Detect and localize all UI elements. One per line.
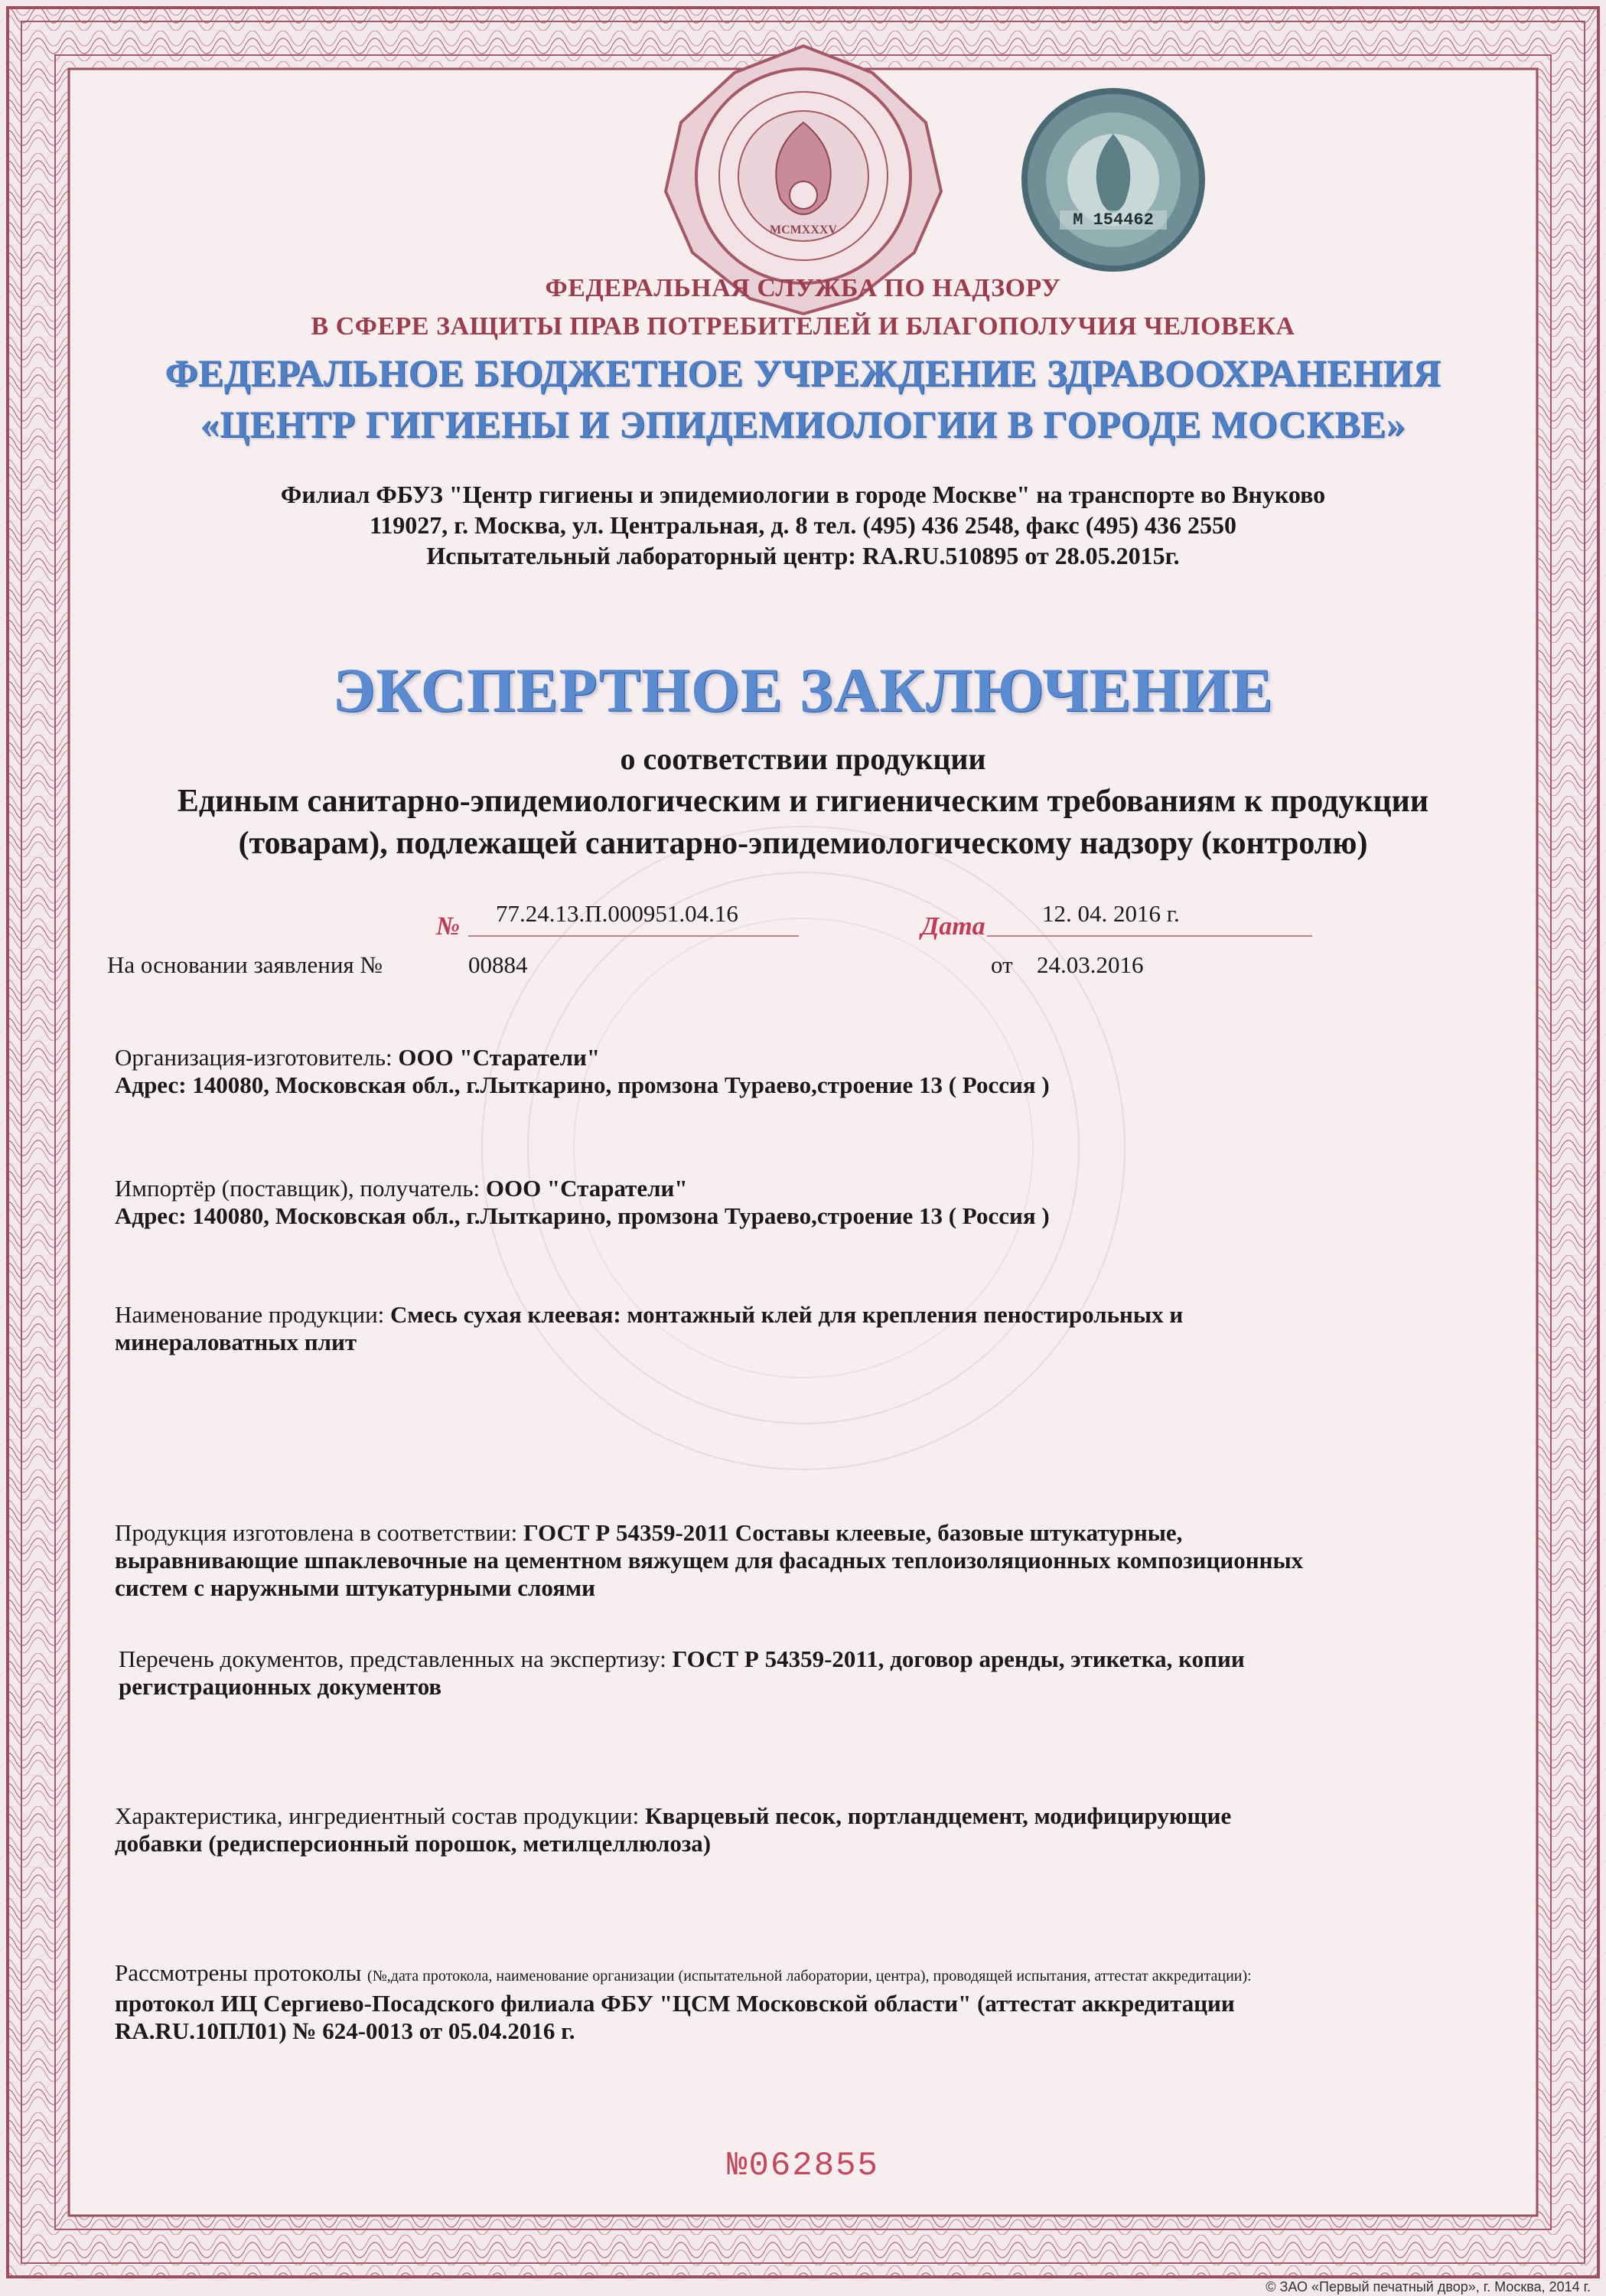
composition-value-line-2: добавки (редисперсионный порошок, метилцеллюлоза) — [115, 1830, 712, 1857]
manufacturer-value: ООО "Старатели" — [398, 1044, 601, 1071]
agency-line-1: ФЕДЕРАЛЬНАЯ СЛУЖБА ПО НАДЗОРУ — [545, 274, 1061, 302]
date-value: 12. 04. 2016 г. — [1042, 900, 1180, 927]
application-value: 00884 — [468, 951, 528, 978]
title-sub-1: о соответствии продукции — [620, 742, 986, 776]
printer-footer: © ЗАО «Первый печатный двор», г. Москва, 2014 г. — [1266, 2279, 1591, 2294]
documents-value-line-2: регистрационных документов — [119, 1673, 442, 1700]
application-label: На основании заявления № — [107, 951, 383, 978]
hologram-serial: M 154462 — [1060, 210, 1167, 230]
standard-value-line-3: систем с наружными штукатурными слоями — [115, 1574, 596, 1601]
protocols-block — [115, 1959, 1523, 2045]
manufacturer-label: Организация-изготовитель: — [115, 1044, 393, 1071]
composition-value-line-1: Кварцевый песок, портландцемент, модифицирующие — [645, 1802, 1232, 1829]
product-label: Наименование продукции: — [115, 1301, 385, 1328]
medallion-text: MCMXXXV — [770, 223, 837, 236]
from-label: от — [991, 951, 1013, 978]
agency-line-2: В СФЕРЕ ЗАЩИТЫ ПРАВ ПОТРЕБИТЕЛЕЙ И БЛАГОПОЛУЧИЯ ЧЕЛОВЕКА — [311, 312, 1295, 341]
branch-line-3: Испытательный лабораторный центр: RA.RU.510895 от 28.05.2015г. — [426, 542, 1180, 569]
title-sub-2: Единым санитарно-эпидемиологическим и гигиеническим требованиям к продукции — [177, 784, 1429, 819]
composition-label: Характеристика, ингредиентный состав продукции: — [115, 1802, 640, 1829]
branch-line-2: 119027, г. Москва, ул. Центральная, д. 8 тел. (495) 436 2548, факс (495) 436 2550 — [369, 511, 1237, 539]
number-label: № — [436, 912, 461, 941]
protocols-value-line-1: протокол ИЦ Сергиево-Посадского филиала ФБУ "ЦСМ Московской области" (аттестат аккредитации — [115, 1990, 1235, 2017]
number-value: 77.24.13.П.000951.04.16 — [496, 900, 738, 927]
importer-value: ООО "Старатели" — [485, 1175, 688, 1202]
institution-line-1: ФЕДЕРАЛЬНОЕ БЮДЖЕТНОЕ УЧРЕЖДЕНИЕ ЗДРАВООХРАНЕНИЯ — [165, 351, 1441, 394]
documents-value-line-1: ГОСТ Р 54359-2011, договор аренды, этикетка, копии — [672, 1645, 1245, 1672]
product-value-line-1: Смесь сухая клеевая: монтажный клей для крепления пеностирольных и — [390, 1301, 1184, 1328]
protocols-label: Рассмотрены протоколы — [115, 1959, 362, 1986]
manufacturer-block — [115, 1044, 1507, 1099]
title-sub-3: (товарам), подлежащей санитарно-эпидемиологическому надзору (контролю) — [238, 826, 1368, 861]
date-label: Дата — [921, 912, 985, 941]
composition-block — [115, 1802, 1507, 1857]
serial-number: №062855 — [727, 2147, 879, 2185]
importer-block — [115, 1175, 1507, 1230]
product-value-line-2: минераловатных плит — [115, 1329, 357, 1355]
standard-value-line-2: выравнивающие шпаклевочные на цементном вяжущем для фасадных теплоизоляционных композиционных — [115, 1547, 1304, 1574]
institution-line-2: «ЦЕНТР ГИГИЕНЫ И ЭПИДЕМИОЛОГИИ В ГОРОДЕ МОСКВЕ» — [200, 403, 1406, 445]
protocols-value-line-2: RA.RU.10ПЛ01) № 624-0013 от 05.04.2016 г. — [115, 2017, 575, 2044]
importer-label: Импортёр (поставщик), получатель: — [115, 1175, 480, 1202]
documents-label: Перечень документов, представленных на экспертизу: — [119, 1645, 666, 1672]
standard-block — [115, 1519, 1523, 1602]
document-title: ЭКСПЕРТНОЕ ЗАКЛЮЧЕНИЕ — [332, 655, 1274, 725]
branch-line-1: Филиал ФБУЗ "Центр гигиены и эпидемиологии в городе Москве" на транспорте во Внуково — [280, 481, 1326, 508]
protocols-note: (№,дата протокола, наименование организации (испытательной лаборатории, центра), проводящей испытания, аттестат аккредитации): — [367, 1968, 1252, 1985]
hologram-seal — [1021, 88, 1205, 272]
documents-block — [119, 1645, 1511, 1701]
standard-label: Продукция изготовлена в соответствии: — [115, 1519, 518, 1546]
product-block — [115, 1301, 1507, 1356]
from-value: 24.03.2016 — [1037, 951, 1144, 978]
importer-address: Адрес: 140080, Московская обл., г.Лыткарино, промзона Тураево,строение 13 ( Россия ) — [115, 1202, 1050, 1229]
standard-value-line-1: ГОСТ Р 54359-2011 Составы клеевые, базовые штукатурные, — [523, 1519, 1183, 1546]
manufacturer-address: Адрес: 140080, Московская обл., г.Лыткарино, промзона Тураево,строение 13 ( Россия ) — [115, 1071, 1050, 1098]
